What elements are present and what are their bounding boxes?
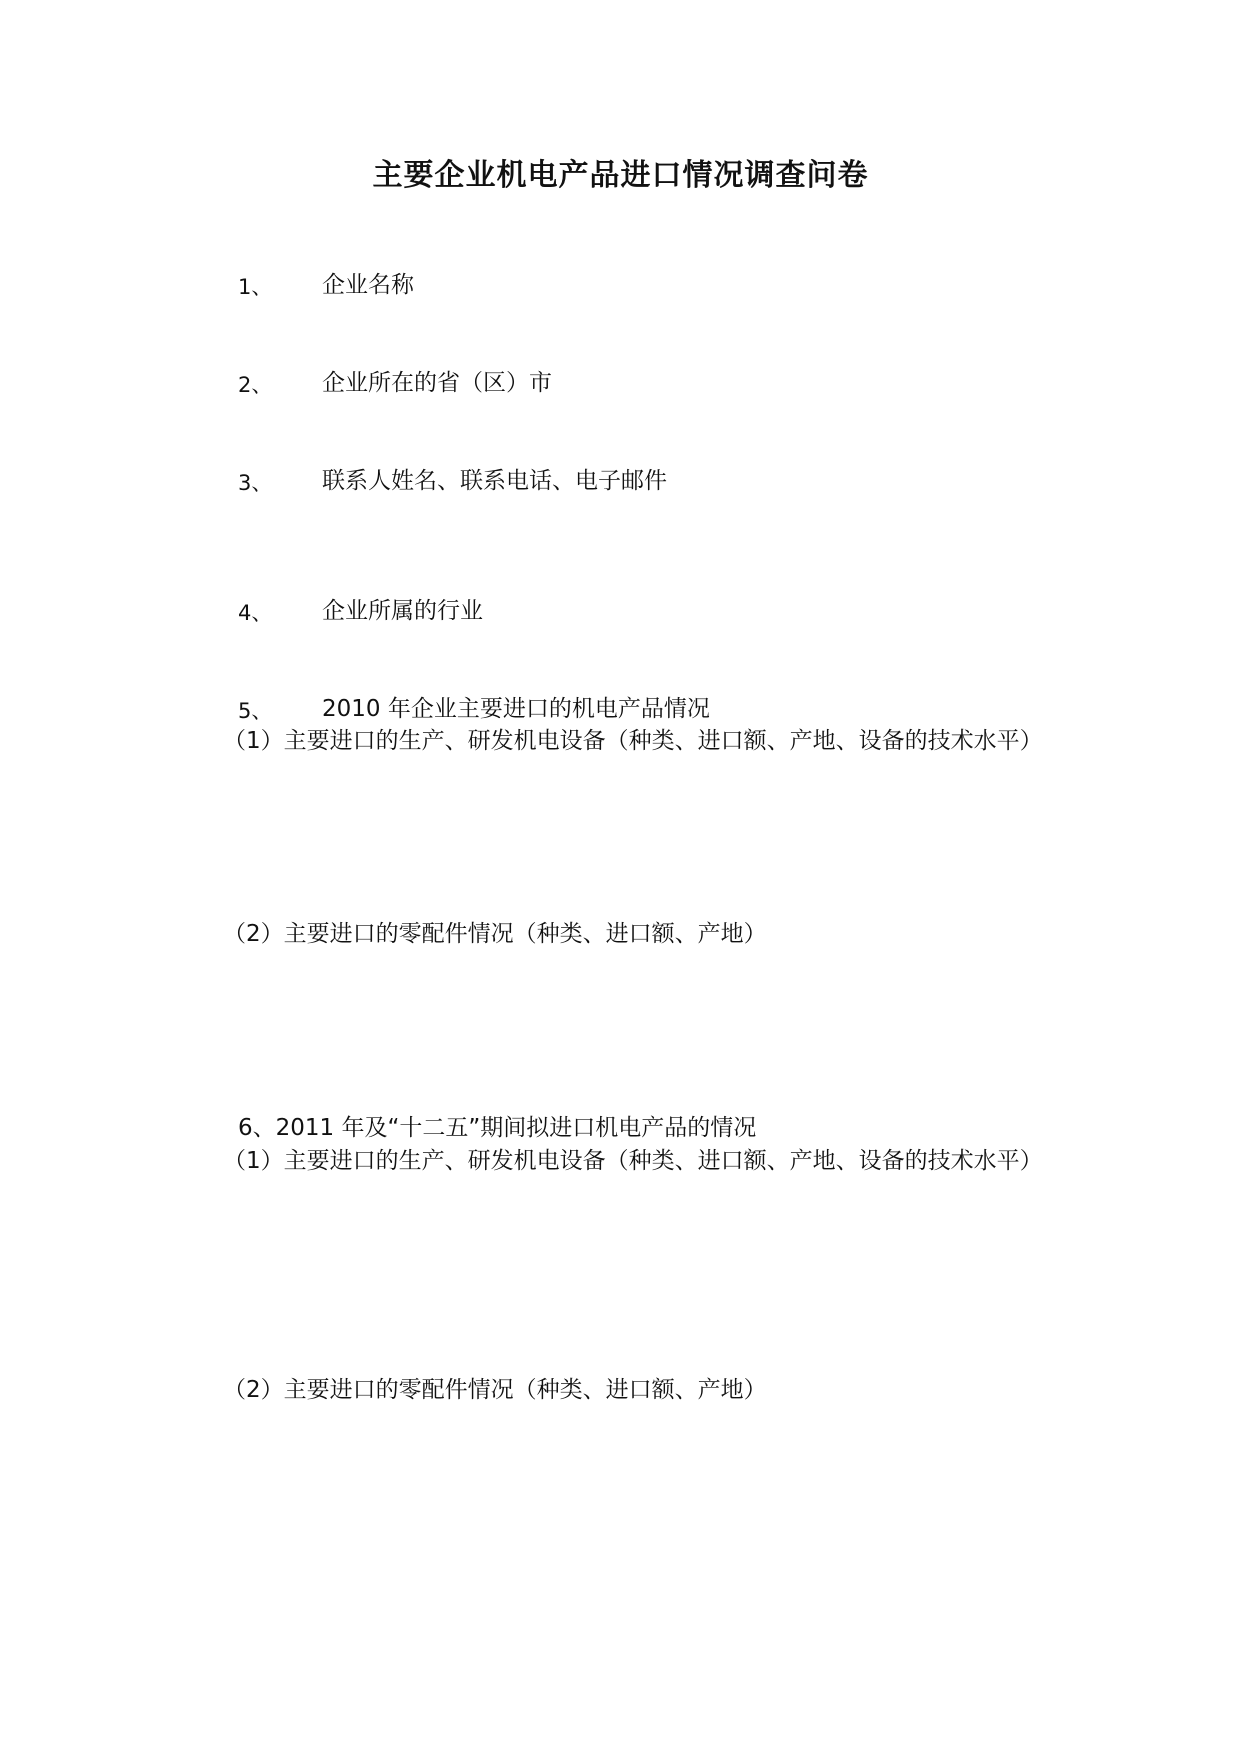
question-text: 企业所属的行业 xyxy=(322,598,483,624)
question-number: 3、 xyxy=(238,471,273,495)
question-number: 4、 xyxy=(238,601,273,625)
question-text: 企业所在的省（区）市 xyxy=(322,370,552,396)
question-text: 联系人姓名、联系电话、电子邮件 xyxy=(322,468,667,494)
q5-sub-1: （1）主要进口的生产、研发机电设备（种类、进口额、产地、设备的技术水平） xyxy=(223,728,1043,754)
question-number: 2、 xyxy=(238,373,273,397)
question-number: 1、 xyxy=(238,275,273,299)
q6-sub-1: （1）主要进口的生产、研发机电设备（种类、进口额、产地、设备的技术水平） xyxy=(223,1148,1043,1174)
q6-sub-2: （2）主要进口的零配件情况（种类、进口额、产地） xyxy=(223,1377,767,1403)
question-number: 5、 xyxy=(238,699,273,723)
question-6-heading: 6、2011 年及“十二五”期间拟进口机电产品的情况 xyxy=(238,1115,757,1141)
document-title: 主要企业机电产品进口情况调查问卷 xyxy=(372,158,869,193)
q5-sub-2: （2）主要进口的零配件情况（种类、进口额、产地） xyxy=(223,921,767,947)
question-text: 企业名称 xyxy=(322,272,414,298)
question-text: 2010 年企业主要进口的机电产品情况 xyxy=(322,696,710,722)
